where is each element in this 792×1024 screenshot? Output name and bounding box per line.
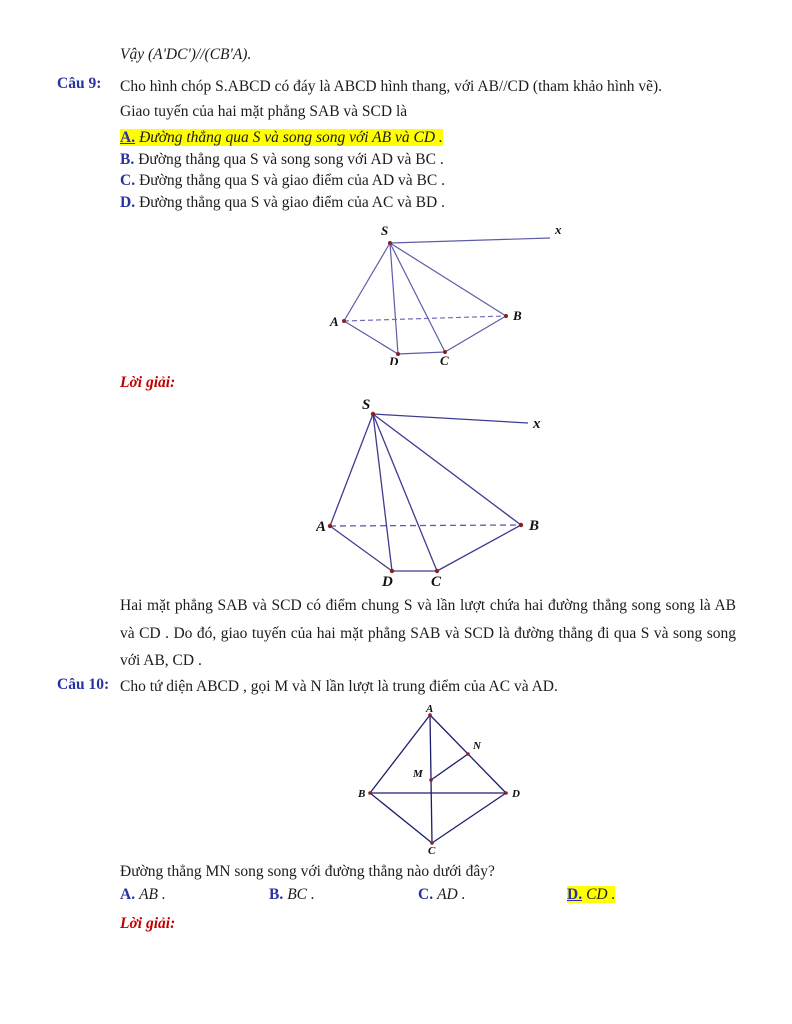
q9-sol-fig-label-A: A [316,519,327,535]
q9-option-b-text: Đường thẳng qua S và song song với AD và BC . [138,150,444,168]
q10-option-a-text: AB . [139,885,166,903]
q9-pyramid-diagram [328,219,573,365]
q9-option-a-letter: A. [120,129,136,146]
q10-stem: Cho tứ diện ABCD , gọi M và N lần lượt là trung điểm của AC và AD. [120,677,558,695]
q9-stem-line1: Cho hình chóp S.ABCD có đáy là ABCD hình thang, với AB//CD (tham khảo hình vẽ). [120,78,663,95]
q10-options [120,884,736,906]
q9-option-c [120,170,736,192]
q9-solution-pyramid-diagram [316,396,564,588]
q9-option-d [120,192,736,214]
q10-figure [358,703,736,855]
q9-option-a-highlight [120,129,443,146]
q9-sol-fig-label-B: B [529,518,540,534]
q10-option-d-highlight [567,886,615,903]
q10-fig-label-M: M [413,767,423,780]
q9-fig-label-x: x [555,222,562,237]
q9-option-a [120,127,736,149]
q9-fig-label-C: C [440,353,449,365]
q9-sol-fig-label-S: S [362,397,371,413]
q9-option-b-letter: B. [120,150,135,168]
q9-solution-label: Lời giải: [120,374,176,391]
q9-fig-label-B: B [513,308,522,323]
q10-option-b-letter: B. [269,885,284,903]
q10-fig-label-N: N [473,739,481,752]
q10-tetrahedron-diagram [358,703,530,855]
q9-sol-fig-label-C: C [431,574,442,588]
q10-fig-label-B: B [358,787,366,800]
q9-option-d-letter: D. [120,193,136,211]
q10-option-b-text: BC . [287,885,315,903]
q10-fig-label-D: D [512,787,520,800]
q10-option-c [418,884,567,906]
q9-solution-figure [316,396,736,588]
q9-sol-fig-label-x: x [533,416,541,432]
intro-line: Vậy (A'DC')//(CB'A). [120,46,252,63]
q10-fig-label-A: A [426,702,434,715]
q9-fig-label-S: S [381,223,389,238]
q10-option-c-letter: C. [418,885,434,903]
q9-stem-line2: Giao tuyến của hai mặt phẳng SAB và SCD là [120,103,408,120]
q10-option-c-text: AD . [437,885,466,903]
q10-option-d [567,884,615,906]
q10-option-b [269,884,418,906]
question-10-label: Câu 10: [57,675,110,693]
question-10 [57,675,736,935]
q9-option-c-text: Đường thẳng qua S và giao điểm của AD và BC . [139,172,445,189]
q9-sol-fig-label-D: D [382,574,393,588]
q9-options [120,127,736,213]
q9-option-d-text: Đường thẳng qua S và giao điểm của AC và BD . [139,193,445,211]
question-9-label: Câu 9: [57,75,102,92]
q10-fig-label-C: C [428,844,436,855]
q10-option-d-text: CD . [586,885,616,903]
q9-figure [328,219,736,365]
q9-solution-text: Hai mặt phẳng SAB và SCD có điểm chung S và lần lượt chứa hai đường thẳng song song là AB và CD . Do đó, giao tuyến của hai mặt phẳng SAB và SCD là đường thẳng đi qua S và song song với AB, CD . [120,597,736,669]
q10-option-a [120,884,269,906]
q9-option-a-text: Đường thẳng qua S và song song với AB và CD . [139,129,443,146]
q9-option-c-letter: C. [120,172,136,189]
q10-solution-label: Lời giải: [120,914,176,932]
q10-question-line: Đường thẳng MN song song với đường thẳng nào dưới đây? [120,862,495,880]
question-9 [57,74,736,675]
q10-option-a-letter: A. [120,885,136,903]
q9-fig-label-A: A [330,314,339,329]
q9-fig-label-D: D [389,354,399,365]
q9-option-b [120,149,736,171]
q10-option-d-letter: D. [567,885,583,903]
